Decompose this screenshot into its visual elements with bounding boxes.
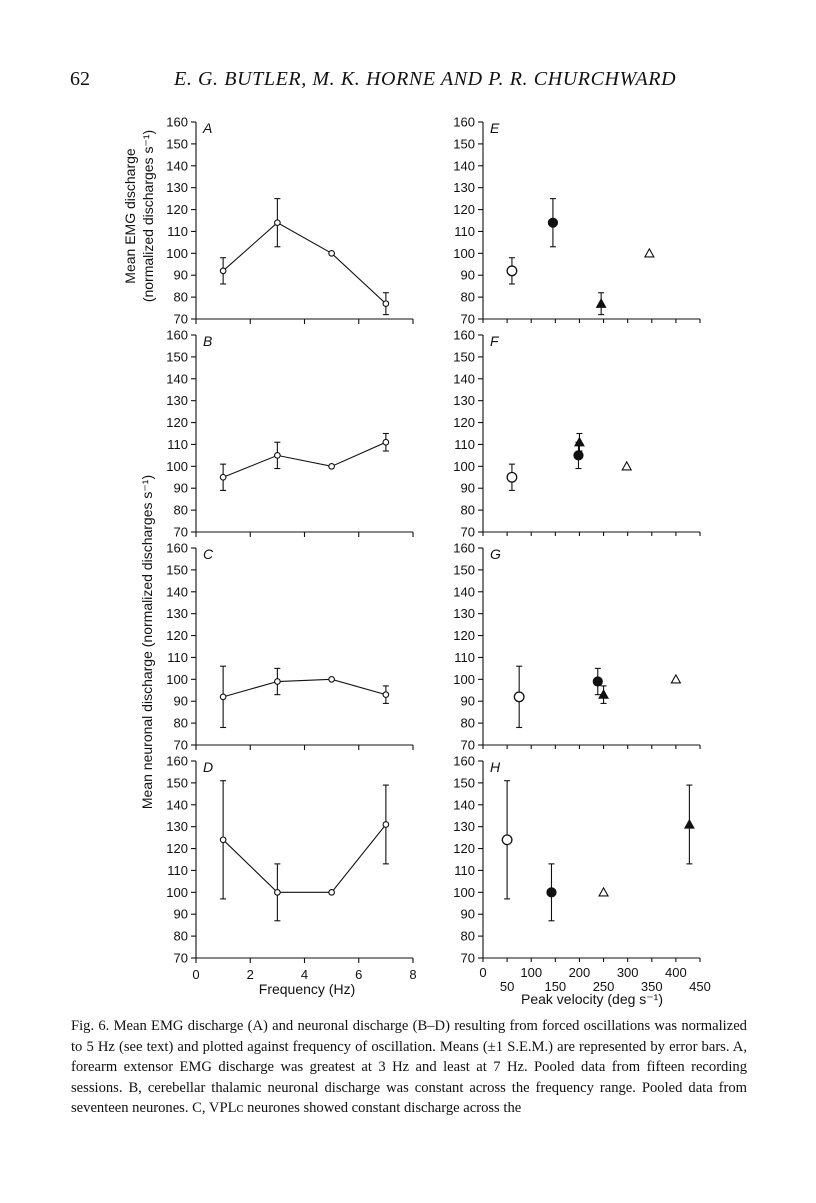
y-tick-label: 120 bbox=[453, 628, 475, 644]
y-tick-label: 150 bbox=[166, 775, 188, 791]
data-point bbox=[220, 837, 226, 843]
panel-b bbox=[166, 328, 413, 540]
y-tick-label: 140 bbox=[453, 797, 475, 813]
panel-c bbox=[166, 541, 413, 753]
panel-label: B bbox=[203, 333, 213, 349]
x-tick-label: 350 bbox=[640, 979, 663, 994]
y-tick-label: 70 bbox=[460, 311, 475, 327]
y-tick-label: 120 bbox=[166, 202, 188, 218]
y-tick-label: 140 bbox=[166, 797, 188, 813]
panel-h bbox=[453, 754, 711, 995]
data-point bbox=[507, 266, 517, 276]
y-tick-label: 110 bbox=[167, 436, 188, 452]
y-tick-label: 130 bbox=[453, 180, 475, 196]
figure-axis-labels bbox=[122, 130, 663, 1007]
y-tick-label: 160 bbox=[453, 327, 475, 343]
y-tick-label: 110 bbox=[454, 862, 475, 878]
data-point bbox=[502, 835, 512, 845]
panel-label: D bbox=[203, 759, 214, 775]
data-point bbox=[671, 675, 680, 683]
y-tick-label: 160 bbox=[166, 540, 188, 556]
data-point bbox=[645, 249, 654, 257]
panel-label: C bbox=[203, 546, 214, 562]
caption-line-4: greatest at 3 Hz and least at 7 Hz. Pooled data from fifteen recording sessions. B, bbox=[71, 1059, 748, 1096]
data-point bbox=[622, 462, 631, 470]
y-tick-label: 100 bbox=[166, 671, 188, 687]
y-tick-label: 90 bbox=[173, 480, 188, 496]
x-tick-label: 4 bbox=[300, 967, 309, 982]
y-tick-label: 130 bbox=[166, 819, 188, 835]
y-tick-label: 130 bbox=[166, 180, 188, 196]
x-tick-label: 8 bbox=[409, 967, 417, 982]
data-point bbox=[507, 472, 517, 482]
y-tick-label: 70 bbox=[460, 737, 475, 753]
data-point bbox=[220, 474, 226, 480]
data-point bbox=[329, 677, 335, 683]
y-tick-label: 140 bbox=[453, 584, 475, 600]
panel-g bbox=[453, 541, 700, 753]
y-tick-label: 80 bbox=[460, 715, 475, 731]
y-tick-label: 130 bbox=[453, 393, 475, 409]
y-tick-label: 90 bbox=[173, 906, 188, 922]
data-point bbox=[329, 251, 335, 257]
panel-d bbox=[166, 754, 416, 983]
panel-f bbox=[453, 328, 700, 540]
y-tick-label: 150 bbox=[166, 562, 188, 578]
y-tick-label: 70 bbox=[460, 524, 475, 540]
x-tick-label: 50 bbox=[499, 979, 515, 994]
y-tick-label: 140 bbox=[453, 158, 475, 174]
data-point bbox=[599, 888, 608, 896]
y-tick-label: 90 bbox=[460, 267, 475, 283]
y-tick-label: 130 bbox=[166, 393, 188, 409]
y-tick-label: 160 bbox=[166, 114, 188, 130]
y-tick-label: 70 bbox=[173, 950, 188, 966]
y-tick-label: 130 bbox=[453, 606, 475, 622]
data-point bbox=[275, 679, 281, 685]
y-tick-label: 100 bbox=[453, 458, 475, 474]
y-tick-label: 100 bbox=[166, 245, 188, 261]
data-point bbox=[574, 451, 583, 460]
data-point bbox=[275, 453, 281, 459]
y-tick-label: 70 bbox=[460, 950, 475, 966]
x-tick-label: 6 bbox=[355, 967, 363, 982]
y-tick-label: 70 bbox=[173, 524, 188, 540]
velocity-x-axis-label: Peak velocity (deg s⁻¹) bbox=[521, 991, 663, 1007]
data-point bbox=[597, 299, 606, 307]
data-point bbox=[383, 439, 389, 445]
y-tick-label: 100 bbox=[453, 245, 475, 261]
data-point bbox=[275, 220, 281, 226]
x-tick-label: 450 bbox=[689, 979, 711, 994]
series-line bbox=[223, 679, 386, 697]
y-tick-label: 110 bbox=[167, 223, 188, 239]
panel-e bbox=[453, 115, 700, 327]
y-tick-label: 140 bbox=[453, 371, 475, 387]
y-tick-label: 90 bbox=[460, 693, 475, 709]
y-tick-label: 120 bbox=[453, 841, 475, 857]
y-tick-label: 90 bbox=[460, 480, 475, 496]
series-line bbox=[223, 223, 386, 304]
caption-fig-label: Fig. 6. bbox=[71, 1018, 110, 1034]
y-tick-label: 150 bbox=[453, 136, 475, 152]
x-tick-label: 0 bbox=[479, 965, 487, 980]
caption-line-5: cerebellar thalamic neuronal discharge was constant across the frequency range. Pooled bbox=[147, 1079, 683, 1096]
y-tick-label: 80 bbox=[173, 502, 188, 518]
y-tick-label: 130 bbox=[453, 819, 475, 835]
panel-label: G bbox=[490, 546, 501, 562]
y-tick-label: 80 bbox=[173, 715, 188, 731]
x-tick-label: 100 bbox=[520, 965, 543, 980]
data-point bbox=[383, 301, 389, 307]
y-tick-label: 90 bbox=[460, 906, 475, 922]
caption-line-6: data from seventeen neurones. C, VPLᴄ neurones showed constant discharge across the bbox=[71, 1079, 748, 1116]
y-tick-label: 130 bbox=[166, 606, 188, 622]
caption-line-2: oscillations was normalized to 5 Hz (see text) and plotted against frequency of oscillation. bbox=[71, 1018, 747, 1055]
y-tick-label: 80 bbox=[460, 502, 475, 518]
y-tick-label: 150 bbox=[166, 349, 188, 365]
y-tick-label: 110 bbox=[454, 436, 475, 452]
data-point bbox=[220, 268, 226, 274]
running-head-authors: E. G. BUTLER, M. K. HORNE AND P. R. CHURCHWARD bbox=[174, 68, 677, 90]
y-tick-label: 120 bbox=[453, 415, 475, 431]
emg-y-axis-label-line1: Mean EMG discharge bbox=[122, 148, 138, 284]
data-point bbox=[685, 820, 694, 828]
figure-caption bbox=[71, 1016, 747, 1119]
y-tick-label: 140 bbox=[166, 584, 188, 600]
caption-line-3: Means (±1 S.E.M.) are represented by error bars. A, forearm extensor EMG discharge was bbox=[71, 1038, 747, 1075]
data-point bbox=[329, 464, 335, 470]
y-tick-label: 160 bbox=[166, 753, 188, 769]
panel-label: E bbox=[490, 120, 500, 136]
data-point bbox=[383, 822, 389, 828]
y-tick-label: 150 bbox=[166, 136, 188, 152]
data-point bbox=[593, 677, 602, 686]
neuronal-y-axis-label: Mean neuronal discharge (normalized discharges s⁻¹) bbox=[139, 474, 155, 810]
y-tick-label: 110 bbox=[167, 862, 188, 878]
y-tick-label: 100 bbox=[453, 884, 475, 900]
y-tick-label: 140 bbox=[166, 371, 188, 387]
caption-line-1: Mean EMG discharge (A) and neuronal discharge (B–D) resulting from forced bbox=[113, 1018, 580, 1034]
y-tick-label: 120 bbox=[453, 202, 475, 218]
y-tick-label: 140 bbox=[166, 158, 188, 174]
y-tick-label: 100 bbox=[166, 884, 188, 900]
y-tick-label: 160 bbox=[453, 114, 475, 130]
panel-label: A bbox=[203, 120, 213, 136]
page-number: 62 bbox=[70, 68, 90, 90]
y-tick-label: 160 bbox=[453, 540, 475, 556]
y-tick-label: 150 bbox=[453, 775, 475, 791]
y-tick-label: 160 bbox=[453, 753, 475, 769]
y-tick-label: 110 bbox=[167, 649, 188, 665]
emg-y-axis-label-line2: (normalized discharges s⁻¹) bbox=[140, 129, 156, 303]
panel-label: F bbox=[490, 333, 499, 349]
y-tick-label: 70 bbox=[173, 311, 188, 327]
x-tick-label: 400 bbox=[665, 965, 687, 980]
y-tick-label: 80 bbox=[173, 289, 188, 305]
y-tick-label: 160 bbox=[166, 327, 188, 343]
y-tick-label: 90 bbox=[173, 267, 188, 283]
panel-label: H bbox=[490, 759, 501, 775]
data-point bbox=[548, 218, 557, 227]
data-point bbox=[275, 890, 281, 896]
data-point bbox=[547, 888, 556, 897]
y-tick-label: 150 bbox=[453, 562, 475, 578]
y-tick-label: 80 bbox=[460, 289, 475, 305]
series-line bbox=[223, 442, 386, 477]
data-point bbox=[514, 692, 524, 702]
y-tick-label: 110 bbox=[454, 223, 475, 239]
y-tick-label: 90 bbox=[173, 693, 188, 709]
frequency-x-axis-label: Frequency (Hz) bbox=[258, 981, 356, 997]
data-point bbox=[220, 694, 226, 700]
y-tick-label: 110 bbox=[454, 649, 475, 665]
y-tick-label: 120 bbox=[166, 841, 188, 857]
y-tick-label: 150 bbox=[453, 349, 475, 365]
x-tick-label: 0 bbox=[192, 967, 200, 982]
x-tick-label: 300 bbox=[616, 965, 639, 980]
panel-a bbox=[166, 115, 413, 327]
y-tick-label: 80 bbox=[460, 928, 475, 944]
y-tick-label: 70 bbox=[173, 737, 188, 753]
y-tick-label: 80 bbox=[173, 928, 188, 944]
x-tick-label: 250 bbox=[592, 979, 615, 994]
y-tick-label: 120 bbox=[166, 628, 188, 644]
x-tick-label: 200 bbox=[568, 965, 591, 980]
data-point bbox=[329, 890, 335, 896]
series-line bbox=[223, 824, 386, 892]
y-tick-label: 100 bbox=[453, 671, 475, 687]
x-tick-label: 2 bbox=[246, 967, 254, 982]
x-tick-label: 150 bbox=[544, 979, 567, 994]
y-tick-label: 120 bbox=[166, 415, 188, 431]
data-point bbox=[383, 692, 389, 698]
figure-panels bbox=[166, 115, 711, 995]
y-tick-label: 100 bbox=[166, 458, 188, 474]
